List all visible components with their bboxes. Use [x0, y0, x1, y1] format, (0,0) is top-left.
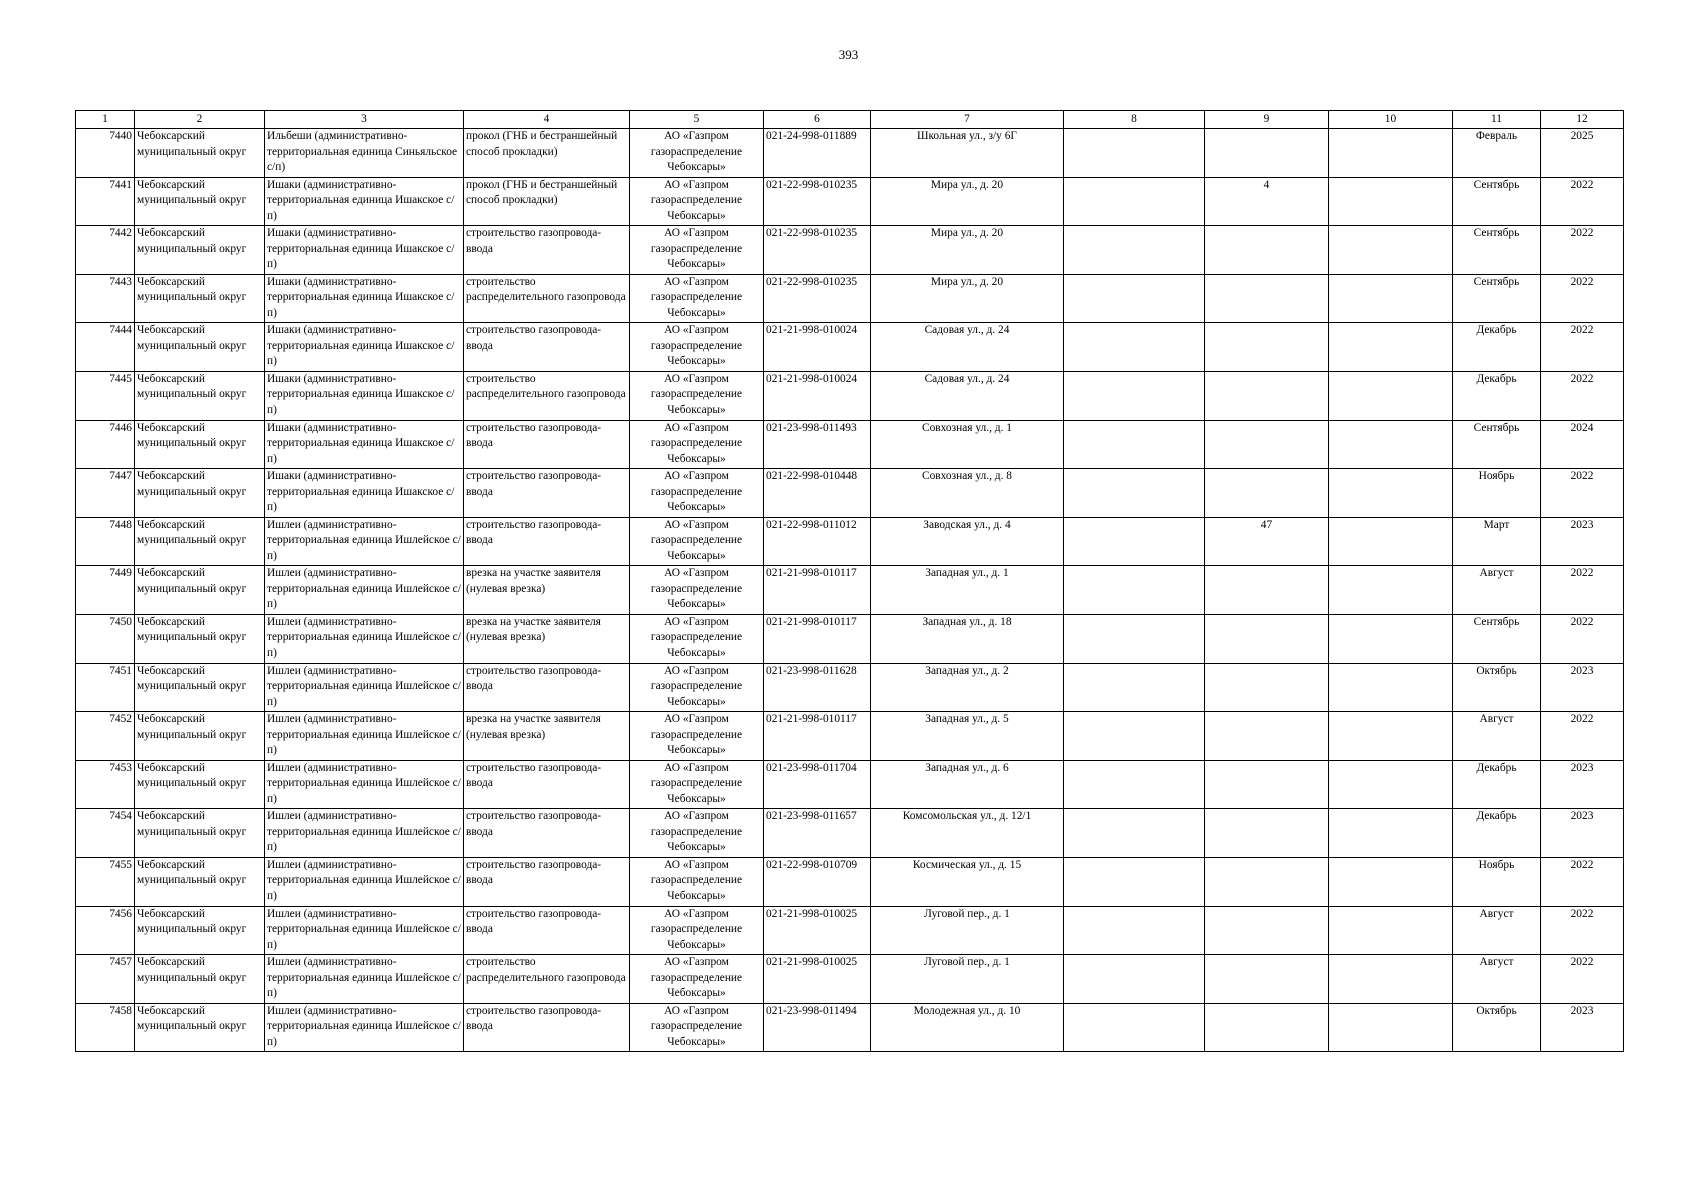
address-cell: Западная ул., д. 18 [871, 614, 1064, 663]
column-header-12: 12 [1541, 111, 1624, 129]
table-row [76, 517, 1624, 566]
column-9-cell [1205, 955, 1329, 1004]
column-9-cell [1205, 469, 1329, 518]
month-cell: Август [1453, 906, 1541, 955]
month-cell: Сентябрь [1453, 177, 1541, 226]
year-cell: 2022 [1541, 955, 1624, 1004]
column-header-9: 9 [1205, 111, 1329, 129]
column-8-cell [1064, 857, 1205, 906]
year-cell: 2022 [1541, 177, 1624, 226]
organization-cell: АО «Газпром газораспределение Чебоксары» [630, 760, 764, 809]
column-10-cell [1329, 906, 1453, 955]
organization-cell: АО «Газпром газораспределение Чебоксары» [630, 712, 764, 761]
column-10-cell [1329, 274, 1453, 323]
month-cell: Ноябрь [1453, 469, 1541, 518]
column-header-4: 4 [464, 111, 630, 129]
column-header-11: 11 [1453, 111, 1541, 129]
work-type-cell: строительство газопровода-ввода [464, 663, 630, 712]
application-code-cell: 021-22-998-010709 [764, 857, 871, 906]
year-cell: 2024 [1541, 420, 1624, 469]
column-8-cell [1064, 809, 1205, 858]
district-cell: Чебоксарский муниципальный округ [135, 177, 265, 226]
address-cell: Луговой пер., д. 1 [871, 906, 1064, 955]
column-9-cell [1205, 274, 1329, 323]
month-cell: Август [1453, 712, 1541, 761]
settlement-cell: Ишлеи (административно-территориальная единица Ишлейское с/п) [265, 1003, 464, 1052]
application-code-cell: 021-22-998-010235 [764, 226, 871, 275]
month-cell: Сентябрь [1453, 274, 1541, 323]
table-row [76, 226, 1624, 275]
settlement-cell: Ильбеши (административно-территориальная единица Синьяльское с/п) [265, 129, 464, 178]
year-cell: 2022 [1541, 857, 1624, 906]
district-cell: Чебоксарский муниципальный округ [135, 323, 265, 372]
column-9-cell [1205, 323, 1329, 372]
month-cell: Декабрь [1453, 760, 1541, 809]
row-number-cell: 7447 [76, 469, 135, 518]
settlement-cell: Ишаки (административно-территориальная единица Ишакское с/п) [265, 274, 464, 323]
column-header-3: 3 [265, 111, 464, 129]
column-9-cell [1205, 1003, 1329, 1052]
address-cell: Западная ул., д. 5 [871, 712, 1064, 761]
year-cell: 2022 [1541, 226, 1624, 275]
column-8-cell [1064, 371, 1205, 420]
district-cell: Чебоксарский муниципальный округ [135, 274, 265, 323]
district-cell: Чебоксарский муниципальный округ [135, 614, 265, 663]
column-10-cell [1329, 129, 1453, 178]
column-8-cell [1064, 469, 1205, 518]
address-cell: Комсомольская ул., д. 12/1 [871, 809, 1064, 858]
table-row [76, 274, 1624, 323]
table-row [76, 712, 1624, 761]
organization-cell: АО «Газпром газораспределение Чебоксары» [630, 420, 764, 469]
year-cell: 2022 [1541, 566, 1624, 615]
work-type-cell: врезка на участке заявителя (нулевая врезка) [464, 614, 630, 663]
work-type-cell: строительство газопровода-ввода [464, 760, 630, 809]
year-cell: 2022 [1541, 469, 1624, 518]
column-9-cell: 47 [1205, 517, 1329, 566]
column-9-cell [1205, 226, 1329, 275]
row-number-cell: 7442 [76, 226, 135, 275]
district-cell: Чебоксарский муниципальный округ [135, 663, 265, 712]
table-row [76, 371, 1624, 420]
work-type-cell: врезка на участке заявителя (нулевая врезка) [464, 712, 630, 761]
year-cell: 2022 [1541, 614, 1624, 663]
month-cell: Сентябрь [1453, 226, 1541, 275]
organization-cell: АО «Газпром газораспределение Чебоксары» [630, 371, 764, 420]
column-header-7: 7 [871, 111, 1064, 129]
district-cell: Чебоксарский муниципальный округ [135, 1003, 265, 1052]
column-9-cell [1205, 906, 1329, 955]
organization-cell: АО «Газпром газораспределение Чебоксары» [630, 614, 764, 663]
row-number-cell: 7451 [76, 663, 135, 712]
address-cell: Космическая ул., д. 15 [871, 857, 1064, 906]
year-cell: 2025 [1541, 129, 1624, 178]
address-cell: Садовая ул., д. 24 [871, 371, 1064, 420]
address-cell: Западная ул., д. 6 [871, 760, 1064, 809]
work-type-cell: строительство газопровода-ввода [464, 420, 630, 469]
district-cell: Чебоксарский муниципальный округ [135, 226, 265, 275]
month-cell: Декабрь [1453, 371, 1541, 420]
column-8-cell [1064, 955, 1205, 1004]
column-8-cell [1064, 129, 1205, 178]
settlement-cell: Ишлеи (административно-территориальная единица Ишлейское с/п) [265, 517, 464, 566]
district-cell: Чебоксарский муниципальный округ [135, 129, 265, 178]
column-9-cell [1205, 760, 1329, 809]
column-header-8: 8 [1064, 111, 1205, 129]
work-type-cell: строительство газопровода-ввода [464, 857, 630, 906]
column-9-cell [1205, 857, 1329, 906]
table-row [76, 663, 1624, 712]
settlement-cell: Ишаки (административно-территориальная единица Ишакское с/п) [265, 469, 464, 518]
address-cell: Заводская ул., д. 4 [871, 517, 1064, 566]
column-8-cell [1064, 906, 1205, 955]
application-code-cell: 021-24-998-011889 [764, 129, 871, 178]
address-cell: Школьная ул., з/у 6Г [871, 129, 1064, 178]
row-number-cell: 7458 [76, 1003, 135, 1052]
district-cell: Чебоксарский муниципальный округ [135, 566, 265, 615]
district-cell: Чебоксарский муниципальный округ [135, 809, 265, 858]
row-number-cell: 7456 [76, 906, 135, 955]
district-cell: Чебоксарский муниципальный округ [135, 712, 265, 761]
column-8-cell [1064, 663, 1205, 712]
column-header-10: 10 [1329, 111, 1453, 129]
year-cell: 2023 [1541, 663, 1624, 712]
address-cell: Мира ул., д. 20 [871, 274, 1064, 323]
organization-cell: АО «Газпром газораспределение Чебоксары» [630, 1003, 764, 1052]
settlement-cell: Ишлеи (административно-территориальная единица Ишлейское с/п) [265, 712, 464, 761]
column-header-2: 2 [135, 111, 265, 129]
month-cell: Сентябрь [1453, 420, 1541, 469]
row-number-cell: 7441 [76, 177, 135, 226]
column-10-cell [1329, 857, 1453, 906]
column-10-cell [1329, 566, 1453, 615]
row-number-cell: 7452 [76, 712, 135, 761]
settlement-cell: Ишлеи (административно-территориальная единица Ишлейское с/п) [265, 955, 464, 1004]
column-9-cell [1205, 663, 1329, 712]
column-10-cell [1329, 955, 1453, 1004]
work-type-cell: прокол (ГНБ и бестраншейный способ прокладки) [464, 177, 630, 226]
month-cell: Ноябрь [1453, 857, 1541, 906]
row-number-cell: 7457 [76, 955, 135, 1004]
table-row [76, 469, 1624, 518]
column-9-cell [1205, 809, 1329, 858]
settlement-cell: Ишлеи (административно-территориальная единица Ишлейское с/п) [265, 857, 464, 906]
application-code-cell: 021-23-998-011494 [764, 1003, 871, 1052]
application-code-cell: 021-21-998-010024 [764, 323, 871, 372]
year-cell: 2023 [1541, 760, 1624, 809]
year-cell: 2023 [1541, 1003, 1624, 1052]
month-cell: Октябрь [1453, 663, 1541, 712]
organization-cell: АО «Газпром газораспределение Чебоксары» [630, 857, 764, 906]
table-row [76, 857, 1624, 906]
year-cell: 2022 [1541, 323, 1624, 372]
settlement-cell: Ишлеи (административно-территориальная единица Ишлейское с/п) [265, 566, 464, 615]
work-type-cell: строительство газопровода-ввода [464, 469, 630, 518]
district-cell: Чебоксарский муниципальный округ [135, 420, 265, 469]
table-row [76, 566, 1624, 615]
district-cell: Чебоксарский муниципальный округ [135, 955, 265, 1004]
district-cell: Чебоксарский муниципальный округ [135, 371, 265, 420]
page-number: 393 [838, 47, 859, 62]
organization-cell: АО «Газпром газораспределение Чебоксары» [630, 566, 764, 615]
column-9-cell [1205, 614, 1329, 663]
row-number-cell: 7453 [76, 760, 135, 809]
work-type-cell: строительство газопровода-ввода [464, 323, 630, 372]
column-10-cell [1329, 226, 1453, 275]
row-number-cell: 7446 [76, 420, 135, 469]
settlement-cell: Ишлеи (административно-территориальная единица Ишлейское с/п) [265, 614, 464, 663]
settlement-cell: Ишаки (административно-территориальная единица Ишакское с/п) [265, 226, 464, 275]
row-number-cell: 7449 [76, 566, 135, 615]
work-type-cell: строительство газопровода-ввода [464, 1003, 630, 1052]
row-number-cell: 7448 [76, 517, 135, 566]
table-row [76, 323, 1624, 372]
settlement-cell: Ишлеи (административно-территориальная единица Ишлейское с/п) [265, 906, 464, 955]
column-10-cell [1329, 517, 1453, 566]
row-number-cell: 7443 [76, 274, 135, 323]
column-header-5: 5 [630, 111, 764, 129]
table-row [76, 906, 1624, 955]
year-cell: 2022 [1541, 712, 1624, 761]
column-9-cell [1205, 566, 1329, 615]
column-8-cell [1064, 566, 1205, 615]
column-9-cell [1205, 129, 1329, 178]
month-cell: Февраль [1453, 129, 1541, 178]
work-type-cell: строительство газопровода-ввода [464, 809, 630, 858]
header-row [76, 111, 1624, 129]
work-type-cell: строительство распределительного газопровода [464, 955, 630, 1004]
district-cell: Чебоксарский муниципальный округ [135, 857, 265, 906]
month-cell: Декабрь [1453, 809, 1541, 858]
organization-cell: АО «Газпром газораспределение Чебоксары» [630, 274, 764, 323]
column-10-cell [1329, 371, 1453, 420]
application-code-cell: 021-22-998-011012 [764, 517, 871, 566]
month-cell: Март [1453, 517, 1541, 566]
organization-cell: АО «Газпром газораспределение Чебоксары» [630, 663, 764, 712]
column-8-cell [1064, 177, 1205, 226]
table-row [76, 809, 1624, 858]
row-number-cell: 7450 [76, 614, 135, 663]
table-row [76, 1003, 1624, 1052]
column-9-cell [1205, 420, 1329, 469]
work-type-cell: прокол (ГНБ и бестраншейный способ прокладки) [464, 129, 630, 178]
year-cell: 2022 [1541, 274, 1624, 323]
column-10-cell [1329, 177, 1453, 226]
column-10-cell [1329, 614, 1453, 663]
column-10-cell [1329, 420, 1453, 469]
row-number-cell: 7455 [76, 857, 135, 906]
column-10-cell [1329, 809, 1453, 858]
application-code-cell: 021-21-998-010117 [764, 614, 871, 663]
year-cell: 2022 [1541, 906, 1624, 955]
row-number-cell: 7454 [76, 809, 135, 858]
work-type-cell: строительство распределительного газопровода [464, 371, 630, 420]
application-code-cell: 021-21-998-010025 [764, 906, 871, 955]
column-8-cell [1064, 226, 1205, 275]
address-cell: Совхозная ул., д. 8 [871, 469, 1064, 518]
application-code-cell: 021-23-998-011704 [764, 760, 871, 809]
month-cell: Декабрь [1453, 323, 1541, 372]
column-8-cell [1064, 420, 1205, 469]
settlement-cell: Ишаки (административно-территориальная единица Ишакское с/п) [265, 371, 464, 420]
settlement-cell: Ишаки (административно-территориальная единица Ишакское с/п) [265, 177, 464, 226]
column-8-cell [1064, 712, 1205, 761]
table-header [76, 111, 1624, 129]
work-type-cell: врезка на участке заявителя (нулевая врезка) [464, 566, 630, 615]
district-cell: Чебоксарский муниципальный округ [135, 469, 265, 518]
organization-cell: АО «Газпром газораспределение Чебоксары» [630, 177, 764, 226]
column-9-cell [1205, 712, 1329, 761]
address-cell: Садовая ул., д. 24 [871, 323, 1064, 372]
organization-cell: АО «Газпром газораспределение Чебоксары» [630, 955, 764, 1004]
district-cell: Чебоксарский муниципальный округ [135, 517, 265, 566]
organization-cell: АО «Газпром газораспределение Чебоксары» [630, 129, 764, 178]
address-cell: Мира ул., д. 20 [871, 177, 1064, 226]
address-cell: Совхозная ул., д. 1 [871, 420, 1064, 469]
work-type-cell: строительство распределительного газопровода [464, 274, 630, 323]
month-cell: Октябрь [1453, 1003, 1541, 1052]
work-type-cell: строительство газопровода-ввода [464, 906, 630, 955]
table-row [76, 760, 1624, 809]
column-10-cell [1329, 1003, 1453, 1052]
column-8-cell [1064, 760, 1205, 809]
month-cell: Сентябрь [1453, 614, 1541, 663]
settlement-cell: Ишаки (административно-территориальная единица Ишакское с/п) [265, 420, 464, 469]
table-row [76, 614, 1624, 663]
application-code-cell: 021-21-998-010025 [764, 955, 871, 1004]
settlement-cell: Ишаки (административно-территориальная единица Ишакское с/п) [265, 323, 464, 372]
column-10-cell [1329, 323, 1453, 372]
application-code-cell: 021-22-998-010235 [764, 177, 871, 226]
year-cell: 2023 [1541, 517, 1624, 566]
column-8-cell [1064, 323, 1205, 372]
address-cell: Молодежная ул., д. 10 [871, 1003, 1064, 1052]
column-header-6: 6 [764, 111, 871, 129]
address-cell: Луговой пер., д. 1 [871, 955, 1064, 1004]
organization-cell: АО «Газпром газораспределение Чебоксары» [630, 809, 764, 858]
district-cell: Чебоксарский муниципальный округ [135, 906, 265, 955]
column-9-cell [1205, 371, 1329, 420]
table-body [76, 129, 1624, 1052]
column-8-cell [1064, 1003, 1205, 1052]
address-cell: Западная ул., д. 1 [871, 566, 1064, 615]
application-code-cell: 021-22-998-010448 [764, 469, 871, 518]
application-code-cell: 021-23-998-011493 [764, 420, 871, 469]
column-8-cell [1064, 517, 1205, 566]
settlement-cell: Ишлеи (административно-территориальная единица Ишлейское с/п) [265, 809, 464, 858]
application-code-cell: 021-23-998-011628 [764, 663, 871, 712]
application-code-cell: 021-21-998-010117 [764, 712, 871, 761]
table-row [76, 955, 1624, 1004]
address-cell: Мира ул., д. 20 [871, 226, 1064, 275]
organization-cell: АО «Газпром газораспределение Чебоксары» [630, 323, 764, 372]
month-cell: Август [1453, 955, 1541, 1004]
column-8-cell [1064, 274, 1205, 323]
column-10-cell [1329, 469, 1453, 518]
column-header-1: 1 [76, 111, 135, 129]
month-cell: Август [1453, 566, 1541, 615]
district-cell: Чебоксарский муниципальный округ [135, 760, 265, 809]
settlement-cell: Ишлеи (административно-территориальная единица Ишлейское с/п) [265, 663, 464, 712]
registry-table [75, 110, 1624, 1052]
column-10-cell [1329, 663, 1453, 712]
row-number-cell: 7440 [76, 129, 135, 178]
settlement-cell: Ишлеи (административно-территориальная единица Ишлейское с/п) [265, 760, 464, 809]
column-10-cell [1329, 760, 1453, 809]
column-9-cell: 4 [1205, 177, 1329, 226]
work-type-cell: строительство газопровода-ввода [464, 517, 630, 566]
application-code-cell: 021-21-998-010117 [764, 566, 871, 615]
organization-cell: АО «Газпром газораспределение Чебоксары» [630, 906, 764, 955]
application-code-cell: 021-23-998-011657 [764, 809, 871, 858]
table-row [76, 129, 1624, 178]
address-cell: Западная ул., д. 2 [871, 663, 1064, 712]
row-number-cell: 7444 [76, 323, 135, 372]
year-cell: 2023 [1541, 809, 1624, 858]
application-code-cell: 021-21-998-010024 [764, 371, 871, 420]
column-10-cell [1329, 712, 1453, 761]
application-code-cell: 021-22-998-010235 [764, 274, 871, 323]
organization-cell: АО «Газпром газораспределение Чебоксары» [630, 517, 764, 566]
row-number-cell: 7445 [76, 371, 135, 420]
year-cell: 2022 [1541, 371, 1624, 420]
organization-cell: АО «Газпром газораспределение Чебоксары» [630, 226, 764, 275]
table-row [76, 420, 1624, 469]
table-row [76, 177, 1624, 226]
work-type-cell: строительство газопровода-ввода [464, 226, 630, 275]
column-8-cell [1064, 614, 1205, 663]
organization-cell: АО «Газпром газораспределение Чебоксары» [630, 469, 764, 518]
